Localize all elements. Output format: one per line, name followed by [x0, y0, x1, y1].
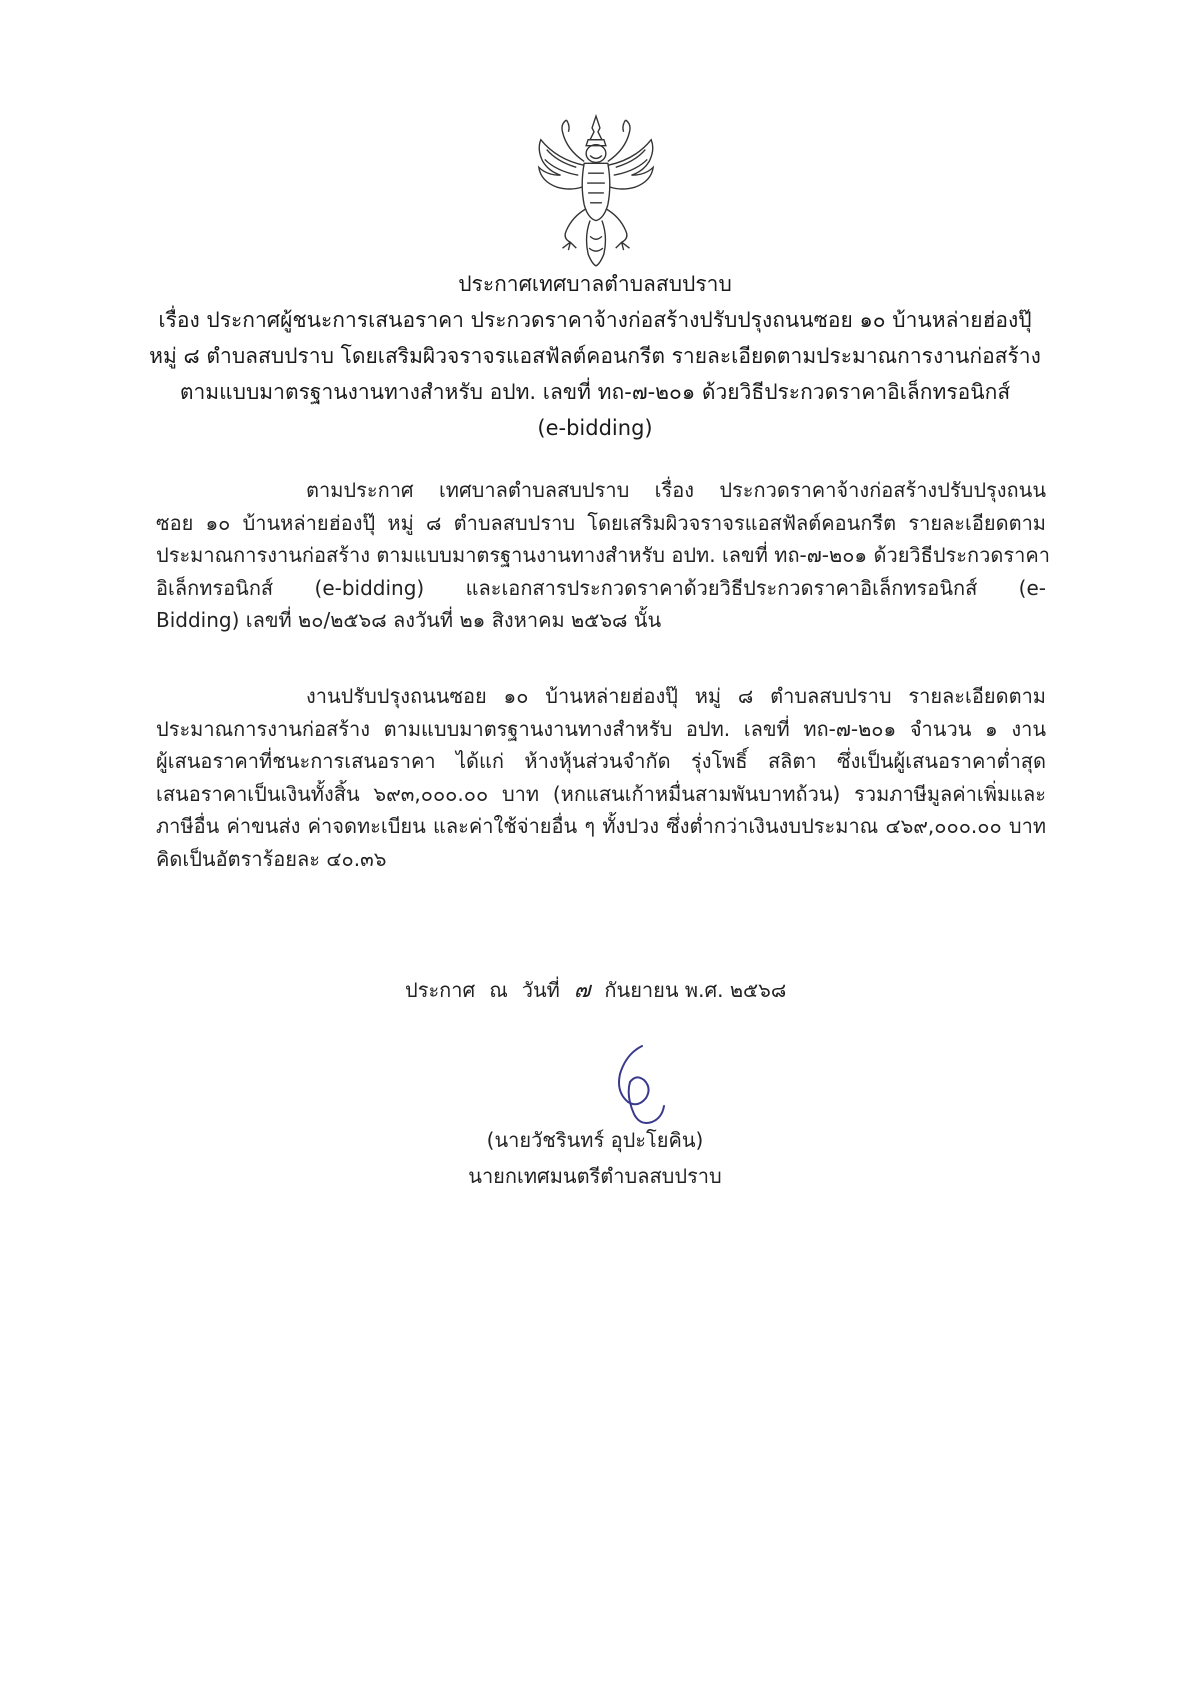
title-line: เรื่อง ประกาศผู้ชนะการเสนอราคา ประกวดราคาจ้างก่อสร้างปรับปรุงถนนซอย ๑๐ บ้านหล่ายฮ่องปุ๊	[158, 308, 1032, 332]
paragraph-line: ซอย ๑๐ บ้านหล่ายฮ่องปุ๊ หมู่ ๘ ตำบลสบปราบ โดยเสริมผิวจราจรแอสฟัลต์คอนกรีต รายละเอียดตาม	[156, 510, 1046, 535]
announce-prefix: ประกาศ	[405, 978, 476, 1002]
paragraph-line: ประมาณการงานก่อสร้าง ตามแบบมาตรฐานงานทางสำหรับ อปท. เลขที่ ทถ-๗-๒๐๑ จำนวน ๑ งาน	[156, 716, 1046, 741]
title-line: (e-bidding)	[537, 416, 653, 440]
announce-day: ๗	[573, 978, 591, 1003]
paragraph-line: เสนอราคาเป็นเงินทั้งสิ้น ๖๙๓,๐๐๐.๐๐ บาท (หกแสนเก้าหมื่นสามพันบาทถ้วน) รวมภาษีมูลค่าเพิ่มและ	[156, 781, 1046, 806]
signer-position: นายกเทศมนตรีตำบลสบปราบ	[468, 1164, 722, 1188]
paragraph-line: คิดเป็นอัตราร้อยละ ๔๐.๓๖	[156, 846, 387, 871]
announce-at: ณ	[489, 978, 508, 1002]
signer-name: (นายวัชรินทร์ อุปะโยคิน)	[486, 1128, 704, 1152]
garuda-emblem-icon	[527, 110, 665, 268]
announce-day-label: วันที่	[521, 978, 560, 1002]
title-line: ประกาศเทศบาลตำบลสบปราบ	[458, 272, 732, 296]
paragraph-line: งานปรับปรุงถนนซอย ๑๐ บ้านหล่ายฮ่องปุ๊ หมู่ ๘ ตำบลสบปราบ รายละเอียดตาม	[306, 684, 1046, 708]
title-line: ตามแบบมาตรฐานงานทางสำหรับ อปท. เลขที่ ทถ-๗-๒๐๑ ด้วยวิธีประกวดราคาอิเล็กทรอนิกส์	[179, 380, 1011, 404]
paragraph-line: ประมาณการงานก่อสร้าง ตามแบบมาตรฐานงานทางสำหรับ อปท. เลขที่ ทถ-๗-๒๐๑ ด้วยวิธีประกวดราคา	[156, 543, 1050, 568]
signer-block	[420, 1122, 770, 1194]
paragraph-reference	[156, 474, 1050, 637]
paragraph-line: อิเล็กทรอนิกส์ (e-bidding) และเอกสารประกวดราคาด้วยวิธีประกวดราคาอิเล็กทรอนิกส์ (e-	[156, 575, 1046, 600]
paragraph-line: ผู้เสนอราคาที่ชนะการเสนอราคา ได้แก่ ห้างหุ้นส่วนจำกัด รุ่งโพธิ์ สลิตา ซึ่งเป็นผู้เสนอราคาต่ำสุด	[156, 749, 1046, 774]
document-title	[120, 266, 1070, 446]
paragraph-line: Bidding) เลขที่ ๒๐/๒๕๖๘ ลงวันที่ ๒๑ สิงหาคม ๒๕๖๘ นั้น	[156, 608, 662, 633]
paragraph-winner	[156, 680, 1046, 876]
title-line: หมู่ ๘ ตำบลสบปราบ โดยเสริมผิวจราจรแอสฟัลต์คอนกรีต รายละเอียดตามประมาณการงานก่อสร้าง	[149, 344, 1041, 368]
paragraph-line: ภาษีอื่น ค่าขนส่ง ค่าจดทะเบียน และค่าใช้จ่ายอื่น ๆ ทั้งปวง ซึ่งต่ำกว่าเงินงบประมาณ ๔๖๙,๐๐๐.๐๐ บาท	[156, 814, 1046, 839]
paragraph-line: ตามประกาศ เทศบาลตำบลสบปราบ เรื่อง ประกวดราคาจ้างก่อสร้างปรับปรุงถนน	[306, 478, 1046, 502]
announce-month-year: กันยายน พ.ศ. ๒๕๖๘	[604, 978, 787, 1002]
announcement-date	[405, 974, 786, 1007]
